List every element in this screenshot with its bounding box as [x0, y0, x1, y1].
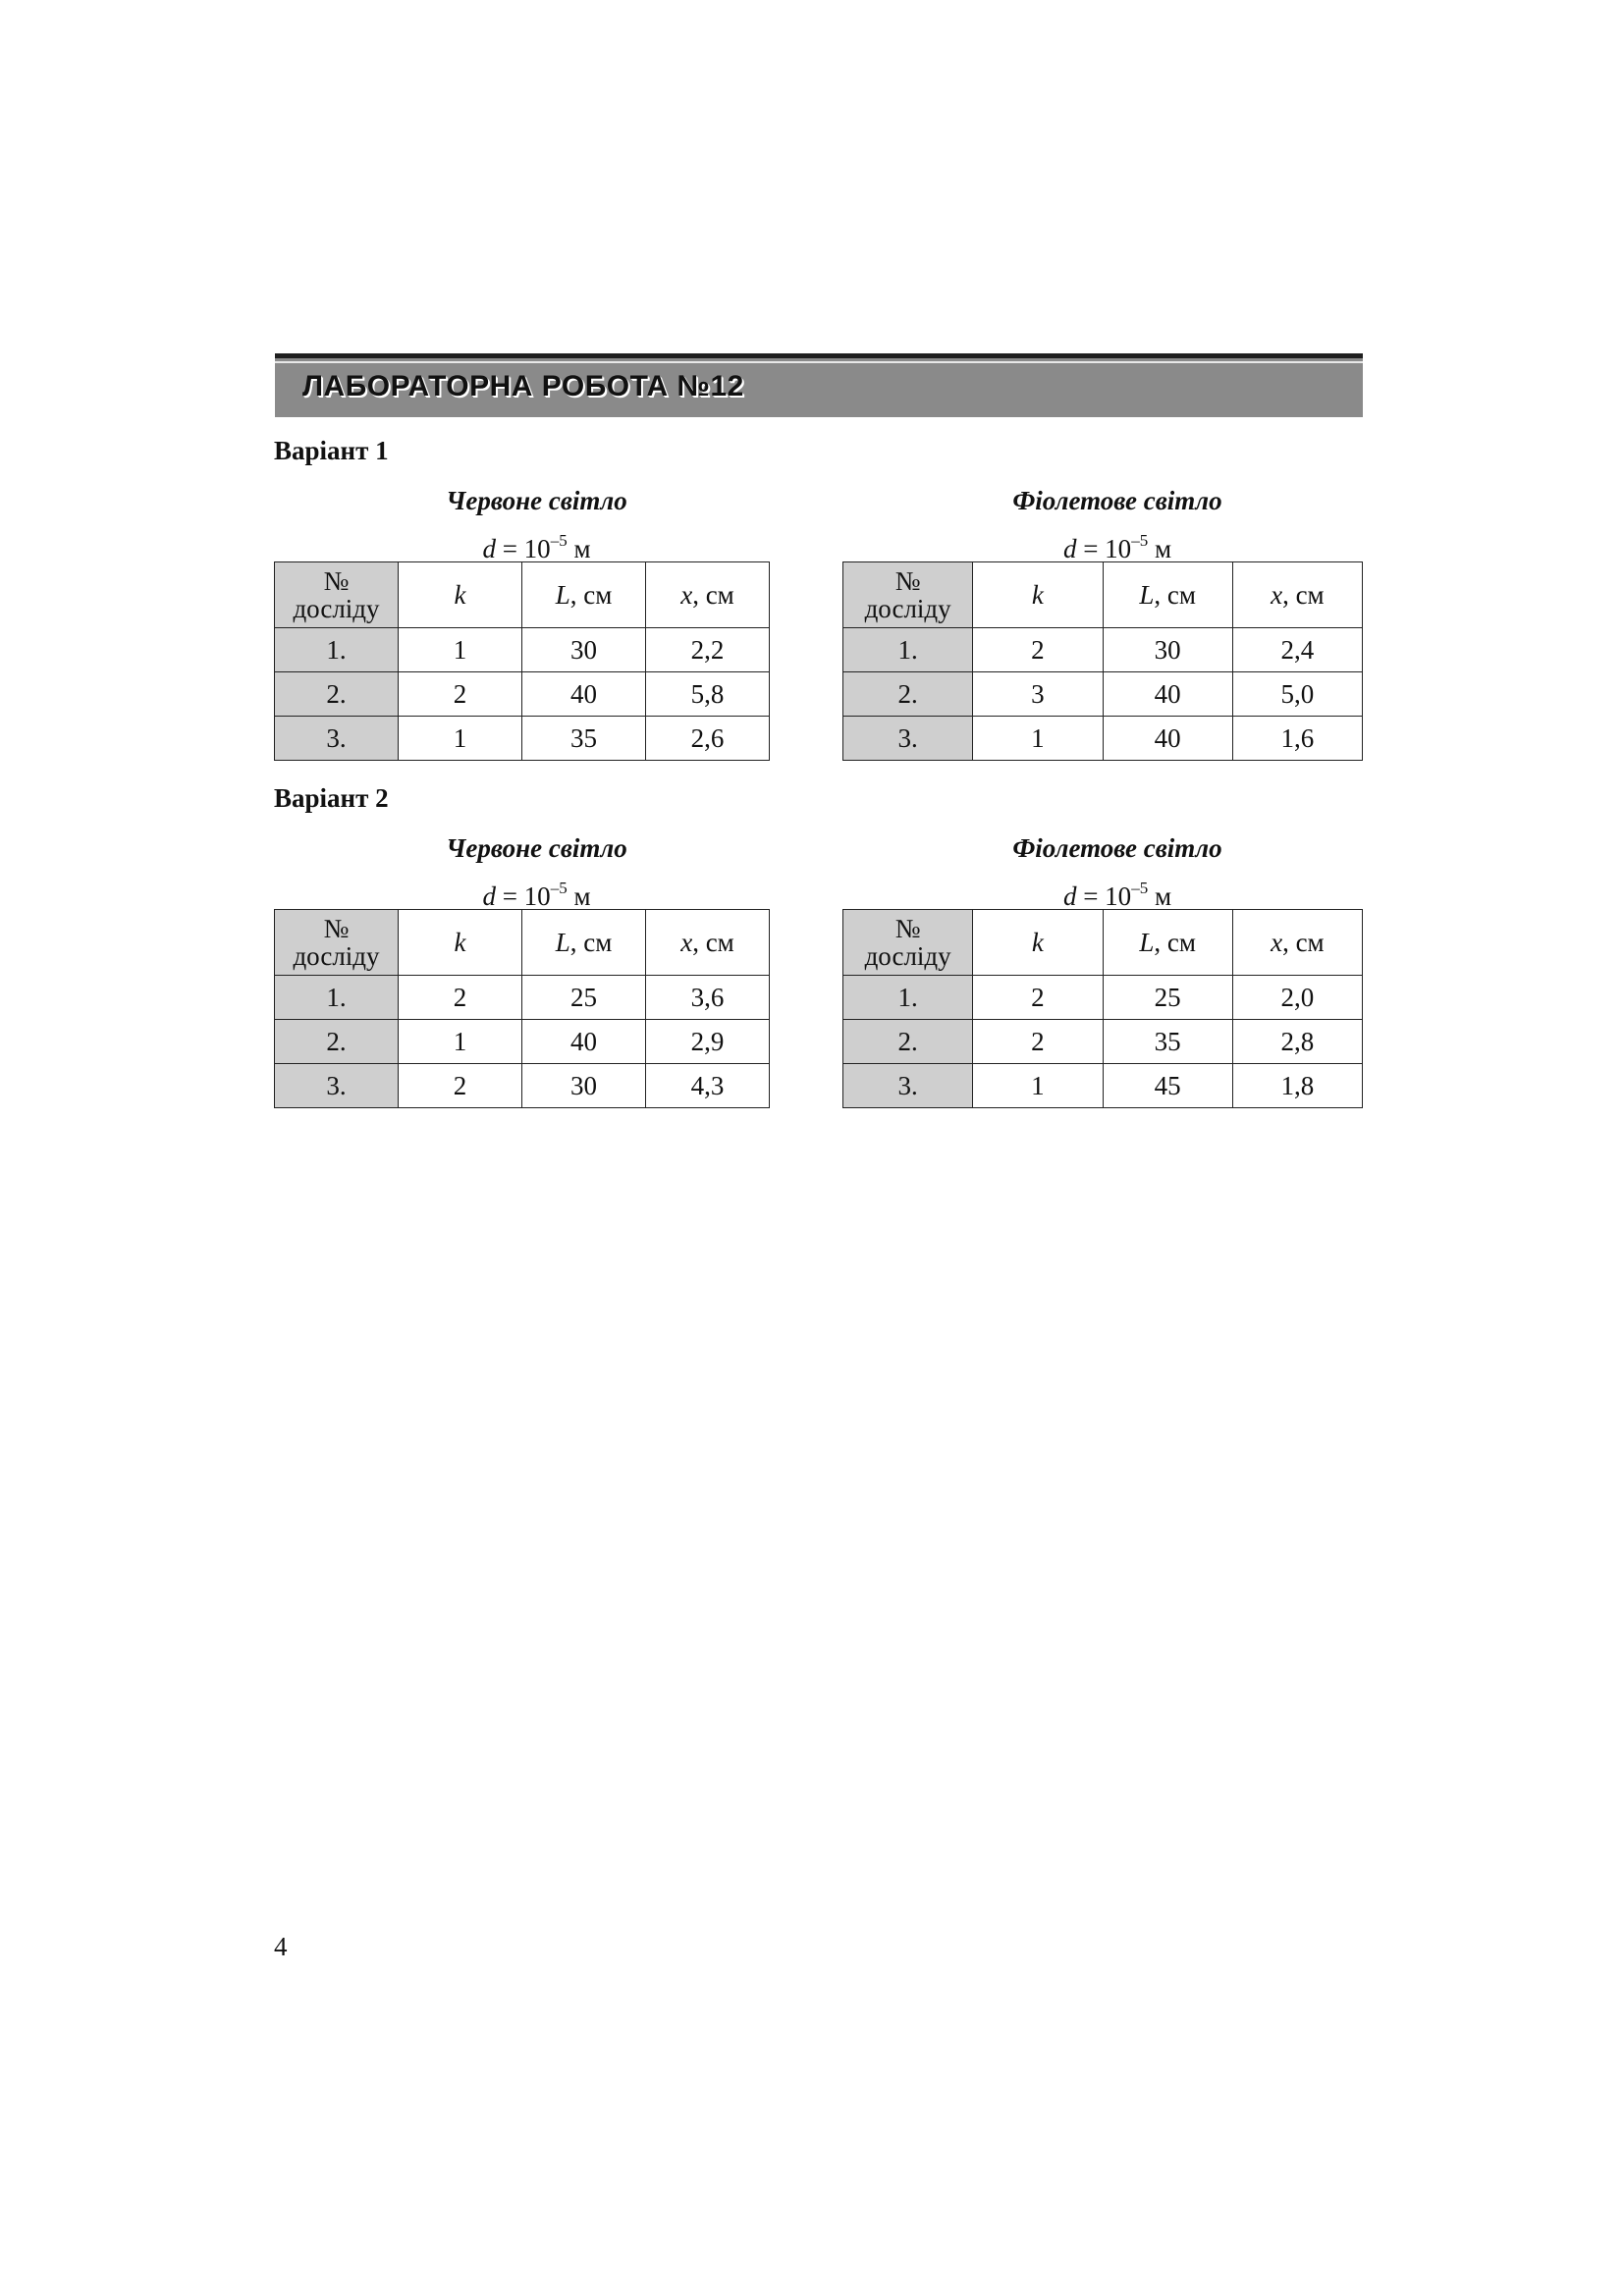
light-title: Фіолетове світло	[1012, 486, 1222, 515]
cell-x: 2,8	[1232, 1020, 1362, 1064]
formula-exp: –5	[1131, 531, 1149, 550]
cell-number: 3.	[843, 1064, 973, 1108]
cell-number: 1.	[843, 976, 973, 1020]
formula-var: d	[482, 881, 496, 911]
table-row	[275, 1020, 770, 1064]
cell-number: 1.	[275, 976, 399, 1020]
header-underline	[275, 412, 1363, 417]
cell-L: 40	[522, 672, 646, 717]
cell-L: 35	[1103, 1020, 1232, 1064]
formula-exp: –5	[550, 531, 568, 550]
cell-x: 3,6	[646, 976, 770, 1020]
formula	[842, 520, 1363, 561]
cell-number: 2.	[843, 1020, 973, 1064]
cell-k: 1	[973, 1064, 1103, 1108]
section-header	[275, 353, 1363, 414]
cell-L: 40	[522, 1020, 646, 1064]
variant-2-violet-block	[842, 828, 1363, 1108]
cell-L: 30	[522, 628, 646, 672]
table-row	[275, 1064, 770, 1108]
cell-number: 2.	[275, 1020, 399, 1064]
formula-var: d	[1062, 881, 1077, 911]
cell-x: 2,9	[646, 1020, 770, 1064]
cell-x: 2,4	[1232, 628, 1362, 672]
cell-k: 2	[399, 976, 522, 1020]
cell-x: 4,3	[646, 1064, 770, 1108]
variant-1-red-block	[274, 481, 770, 761]
light-title: Фіолетове світло	[1012, 833, 1222, 863]
cell-L: 35	[522, 717, 646, 761]
col-L: L, см	[1103, 562, 1232, 628]
cell-number: 2.	[275, 672, 399, 717]
results-table	[274, 561, 770, 761]
cell-k: 1	[399, 717, 522, 761]
results-table	[842, 561, 1363, 761]
col-number: № досліду	[843, 910, 973, 976]
cell-L: 25	[522, 976, 646, 1020]
formula-unit: м	[567, 534, 591, 563]
table-row	[843, 628, 1363, 672]
formula-exp: –5	[1131, 879, 1149, 897]
light-title: Червоне світло	[446, 486, 627, 515]
formula-eq: = 10	[495, 881, 551, 911]
cell-number: 2.	[843, 672, 973, 717]
table-row	[275, 628, 770, 672]
cell-L: 25	[1103, 976, 1232, 1020]
cell-x: 1,8	[1232, 1064, 1362, 1108]
cell-number: 3.	[843, 717, 973, 761]
col-number: № досліду	[843, 562, 973, 628]
cell-x: 5,8	[646, 672, 770, 717]
col-x: x, см	[646, 910, 770, 976]
table-row	[843, 717, 1363, 761]
formula-exp: –5	[550, 879, 568, 897]
col-k: k	[399, 562, 522, 628]
table-row	[843, 672, 1363, 717]
table-row	[275, 672, 770, 717]
light-title: Червоне світло	[446, 833, 627, 863]
col-x: x, см	[1232, 910, 1362, 976]
cell-number: 1.	[843, 628, 973, 672]
table-row	[275, 976, 770, 1020]
cell-number: 3.	[275, 1064, 399, 1108]
cell-k: 2	[399, 1064, 522, 1108]
formula	[842, 868, 1363, 909]
results-table	[274, 909, 770, 1108]
formula-eq: = 10	[1076, 534, 1132, 563]
table-row	[843, 1064, 1363, 1108]
header-title: ЛАБОРАТОРНА РОБОТА №12	[302, 370, 744, 402]
variant-2-red-block	[274, 828, 770, 1108]
cell-k: 2	[973, 1020, 1103, 1064]
cell-L: 40	[1103, 672, 1232, 717]
cell-k: 1	[399, 1020, 522, 1064]
formula-unit: м	[1148, 881, 1172, 911]
cell-k: 2	[973, 628, 1103, 672]
formula	[274, 520, 770, 561]
formula-unit: м	[567, 881, 591, 911]
col-number: № досліду	[275, 910, 399, 976]
variant-1-violet-block	[842, 481, 1363, 761]
cell-k: 1	[973, 717, 1103, 761]
formula-eq: = 10	[495, 534, 551, 563]
cell-x: 2,6	[646, 717, 770, 761]
col-L: L, см	[1103, 910, 1232, 976]
variant-1-title: Варіант 1	[274, 436, 389, 465]
header-stripe	[275, 361, 1363, 363]
col-k: k	[973, 562, 1103, 628]
table-header-row	[843, 562, 1363, 628]
table-row	[843, 1020, 1363, 1064]
results-table	[842, 909, 1363, 1108]
cell-k: 3	[973, 672, 1103, 717]
table-header-row	[843, 910, 1363, 976]
cell-k: 1	[399, 628, 522, 672]
cell-x: 1,6	[1232, 717, 1362, 761]
cell-k: 2	[973, 976, 1103, 1020]
variant-2-title: Варіант 2	[274, 783, 389, 813]
table-header-row	[275, 562, 770, 628]
formula-eq: = 10	[1076, 881, 1132, 911]
col-x: x, см	[646, 562, 770, 628]
cell-x: 2,0	[1232, 976, 1362, 1020]
col-k: k	[973, 910, 1103, 976]
cell-L: 45	[1103, 1064, 1232, 1108]
col-L: L, см	[522, 910, 646, 976]
page-number: 4	[274, 1932, 288, 1961]
formula-unit: м	[1148, 534, 1172, 563]
table-row	[843, 976, 1363, 1020]
cell-k: 2	[399, 672, 522, 717]
col-number: № досліду	[275, 562, 399, 628]
table-row	[275, 717, 770, 761]
formula-var: d	[482, 534, 496, 563]
cell-L: 30	[522, 1064, 646, 1108]
cell-L: 30	[1103, 628, 1232, 672]
col-x: x, см	[1232, 562, 1362, 628]
cell-number: 1.	[275, 628, 399, 672]
cell-x: 2,2	[646, 628, 770, 672]
col-L: L, см	[522, 562, 646, 628]
cell-L: 40	[1103, 717, 1232, 761]
formula-var: d	[1062, 534, 1077, 563]
cell-number: 3.	[275, 717, 399, 761]
col-k: k	[399, 910, 522, 976]
cell-x: 5,0	[1232, 672, 1362, 717]
table-header-row	[275, 910, 770, 976]
formula	[274, 868, 770, 909]
